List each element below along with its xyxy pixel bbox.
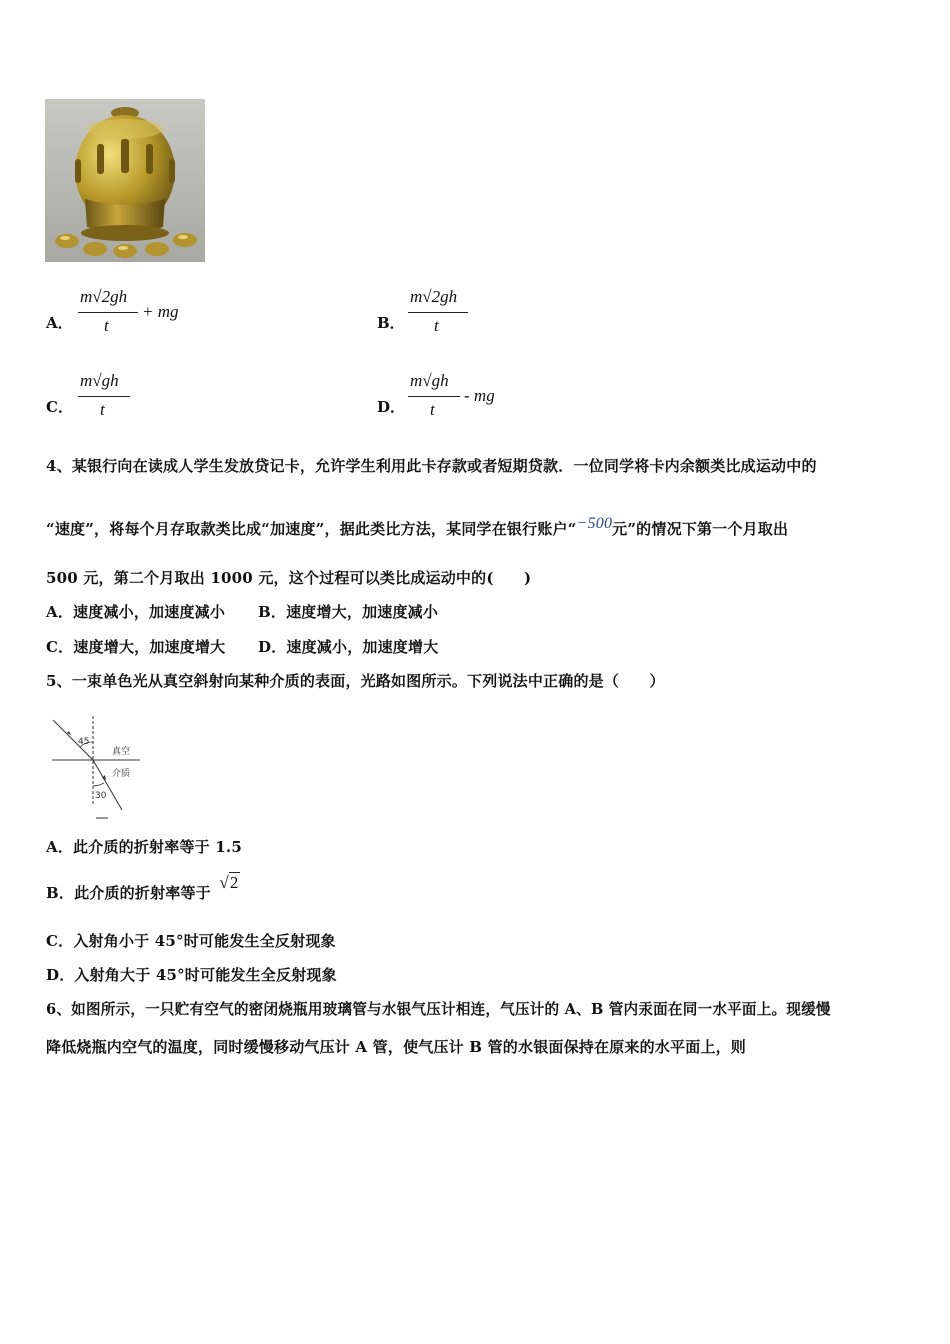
option-label: D． [377,398,406,416]
q6-stem-line1: 6、如图所示，一只贮有空气的密闭烧瓶用玻璃管与水银气压计相连，气压计的 A、B 管内汞面在同一水平面上。现缓慢 [46,1001,831,1018]
q6-stem-line2: 降低烧瓶内空气的温度，同时缓慢移动气压计 A 管，使气压计 B 管的水银面保持在原来的水平面上，则 [46,1038,747,1056]
q4-option-b[interactable]: B．速度增大，加速度减小 [258,603,439,621]
q5-option-c[interactable]: C．入射角小于 45°时可能发生全反射现象 [46,932,336,950]
option-label: C． [46,398,73,416]
fraction-numerator: m√gh [410,371,449,390]
q4-stem-line2-a: “速度”，将每个月存取款类比成“加速度”，据此类比方法，某同学在银行账户“ [46,520,577,538]
fraction-bar [78,396,130,397]
q4-stem-line1: 4、某银行向在读成人学生发放贷记卡，允许学生利用此卡存款或者短期贷款．一位同学将卡内余额类比成运动中的 [46,457,817,475]
q5-option-b[interactable] [46,873,240,903]
q4-option-c[interactable]: C．速度增大，加速度增大 [46,638,226,656]
fraction-numerator: m√2gh [410,287,458,306]
angle-bottom-label: 30 [95,791,107,801]
medium-label: 介质 [112,769,131,779]
angle-top-label: 45 [78,737,90,747]
q4-option-a[interactable]: A．速度减小，加速度减小 [46,603,226,621]
vacuum-label: 真空 [112,747,131,757]
seismograph-photo [45,99,205,262]
fraction-denominator: t [100,400,105,419]
q4-stem-line3: 500 元，第二个月取出 1000 元，这个过程可以类比成运动中的( ) [46,569,532,587]
q5-option-b-text: B．此介质的折射率等于 [46,884,211,902]
sqrt-radicand: 2 [229,873,239,892]
q4-stem-line2-b: 元”的情况下第一个月取出 [612,520,789,538]
fraction-numerator: m√gh [80,371,119,390]
q5-stem: 5、一束单色光从真空斜射向某种介质的表面，光路如图所示。下列说法中正确的是（ ） [46,672,665,690]
fraction-bar [78,312,138,313]
sqrt-expression: √2 [219,873,239,892]
option-tail: - mg [464,386,495,405]
fraction-denominator: t [104,316,109,335]
fraction-bar [408,312,468,313]
q5-option-a[interactable]: A．此介质的折射率等于 1.5 [46,838,242,856]
refraction-diagram [50,714,145,824]
fraction-denominator: t [430,400,435,419]
fraction-bar [408,396,460,397]
q4-stem-line2 [46,515,789,539]
q5-option-d[interactable]: D．入射角大于 45°时可能发生全反射现象 [46,966,337,984]
fraction-numerator: m√2gh [80,287,128,306]
option-tail: + mg [142,302,179,321]
option-label: A． [46,314,73,332]
q4-balance-value: −500 [576,515,613,532]
option-label: B． [377,314,405,332]
fraction-denominator: t [434,316,439,335]
q4-option-d[interactable]: D．速度减小，加速度增大 [258,638,439,656]
